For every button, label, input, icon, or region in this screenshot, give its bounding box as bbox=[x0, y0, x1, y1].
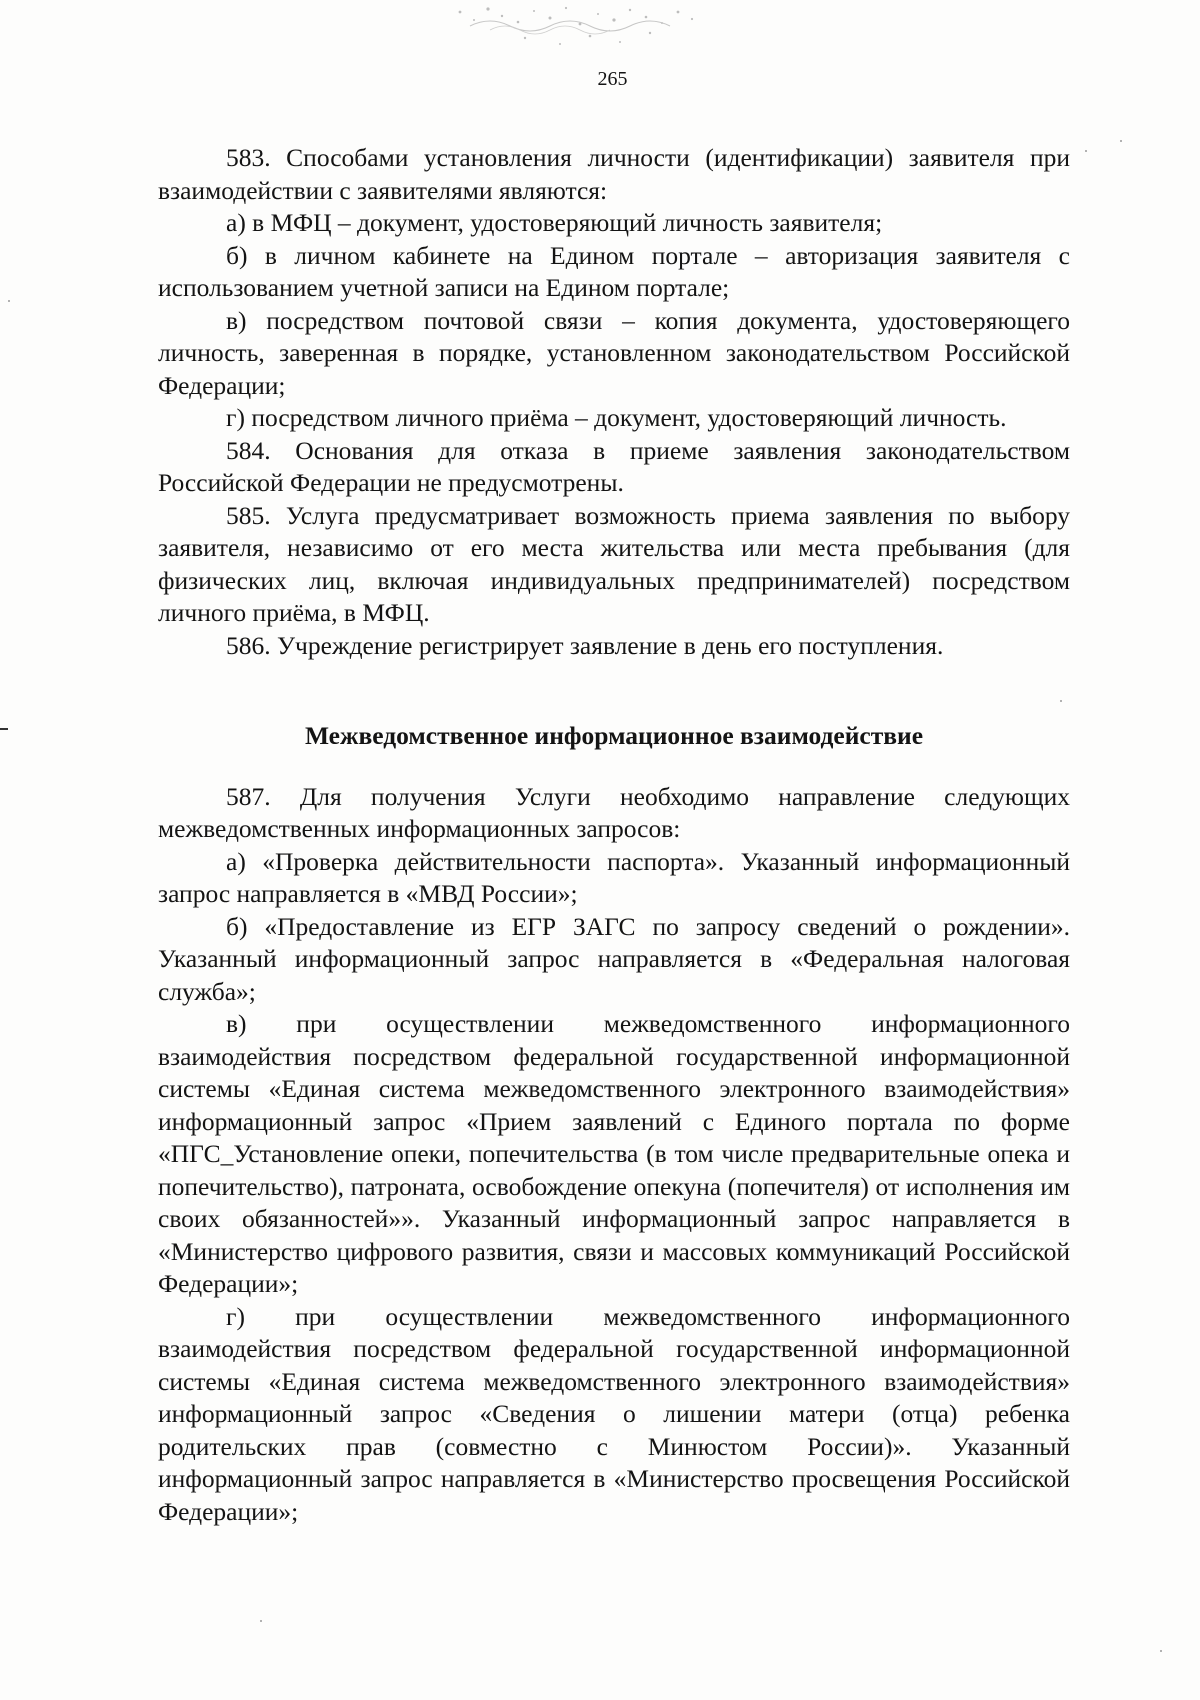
scan-edge-mark bbox=[0, 728, 8, 730]
page-number: 265 bbox=[597, 68, 628, 90]
scan-speck bbox=[8, 300, 10, 302]
scan-speck bbox=[260, 1620, 262, 1622]
paragraph-584: 584. Основания для отказа в приеме заявления законодательством Российской Федерации не предусмотрены. bbox=[158, 435, 1070, 497]
paragraph-587: 587. Для получения Услуги необходимо направление следующих межведомственных информационных запросов: bbox=[158, 781, 1070, 843]
paragraph-583-v: в) посредством почтовой связи – копия документа, удостоверяющего личность, заверенная в порядке, установленном законодательством Российской Федерации; bbox=[158, 305, 1070, 400]
paragraph-587-g: г) при осуществлении межведомственного информационного взаимодействия посредством федеральной государственной информационной системы «Единая система межведомственного электронного взаимодействия» информационный запрос «Сведения о лишении матери (отца) ребенка родительских прав (совместно с Минюстом России)». Указанный информационный запрос направляется в «Министерство просвещения Российской Федерации»; bbox=[158, 1301, 1070, 1526]
scan-speck bbox=[1120, 140, 1122, 142]
paragraph-583-b: б) в личном кабинете на Едином портале – авторизация заявителя с использованием учетной записи на Едином портале; bbox=[158, 240, 1070, 302]
paragraph-586: 586. Учреждение регистрирует заявление в день его поступления. bbox=[226, 630, 944, 660]
paragraph-583-g: г) посредством личного приёма – документ, удостоверяющий личность. bbox=[226, 403, 1007, 432]
paragraph-587-a: а) «Проверка действительности паспорта». Указанный информационный запрос направляется в «МВД России»; bbox=[158, 846, 1070, 908]
scan-speck bbox=[1085, 150, 1087, 152]
paragraph-583: 583. Способами установления личности (идентификации) заявителя при взаимодействии с заявителями являются: bbox=[158, 143, 1070, 205]
scan-artifact bbox=[430, 0, 770, 60]
section-heading: Межведомственное информационное взаимодействие bbox=[304, 721, 924, 750]
document-body bbox=[158, 142, 1070, 1528]
paragraph-587-v: в) при осуществлении межведомственного информационного взаимодействия посредством федеральной государственной информационной системы «Единая система межведомственного электронного взаимодействия» информационный запрос «Прием заявлений с Единого портала по форме «ПГС_Установление опеки, попечительства (в том числе предварительные опека и попечительство), патроната, освобождение опекуна (попечителя) от исполнения им своих обязанностей»». Указанный информационный запрос направляется в «Министерство цифрового развития, связи и массовых коммуникаций Российской Федерации»; bbox=[158, 1009, 1070, 1298]
paragraph-583-a: а) в МФЦ – документ, удостоверяющий личность заявителя; bbox=[226, 208, 883, 237]
scan-speck bbox=[1160, 1650, 1162, 1652]
paragraph-587-b: б) «Предоставление из ЕГР ЗАГС по запросу сведений о рождении». Указанный информационный запрос направляется в «Федеральная налоговая служба»; bbox=[158, 911, 1070, 1006]
paragraph-585: 585. Услуга предусматривает возможность приема заявления по выбору заявителя, независимо от его места жительства или места пребывания (для физических лиц, включая индивидуальных предпринимателей) посредством личного приёма, в МФЦ. bbox=[158, 500, 1070, 627]
